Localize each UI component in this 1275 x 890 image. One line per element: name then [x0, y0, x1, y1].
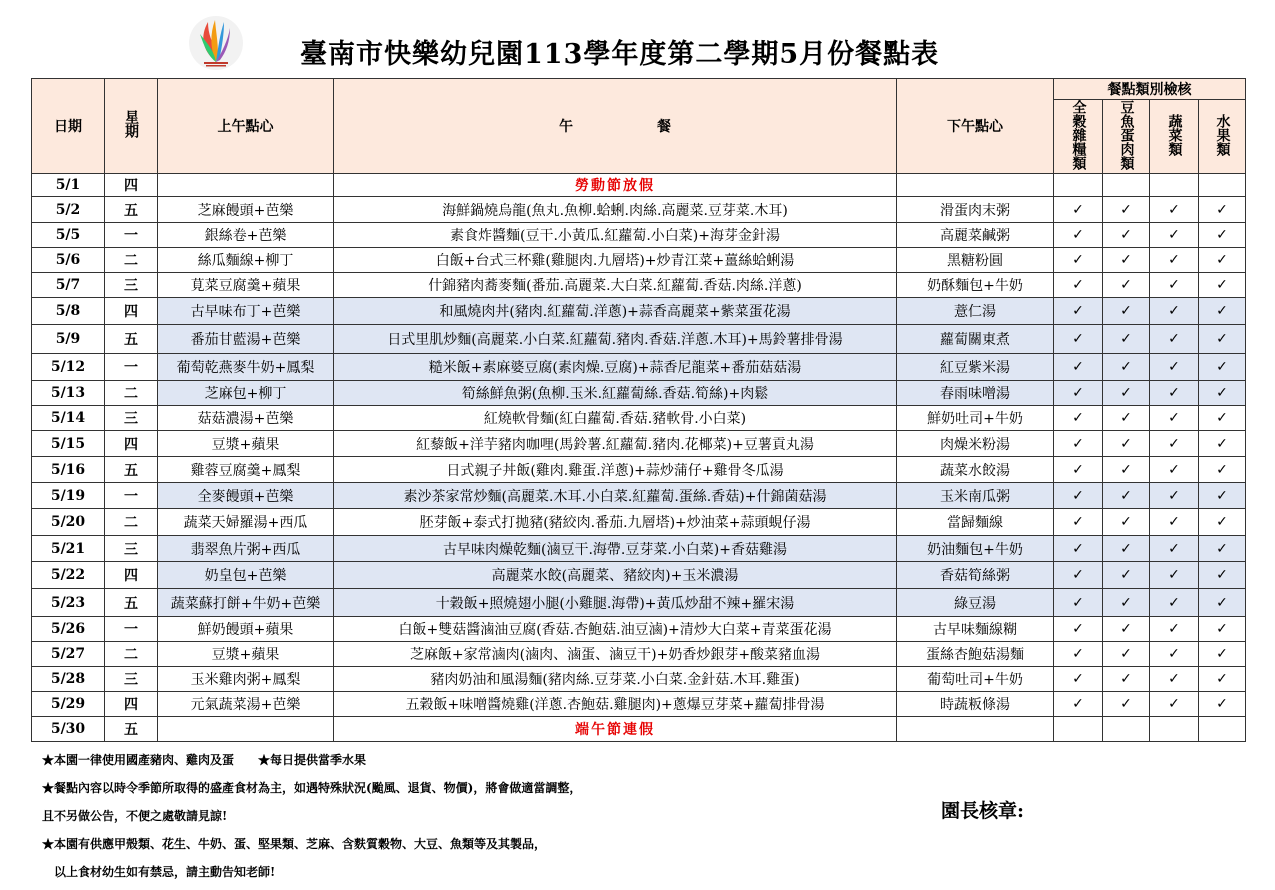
check-mark-icon: ✓ — [1199, 248, 1246, 273]
table-row — [32, 642, 1246, 667]
check-mark-icon: ✓ — [1150, 406, 1199, 431]
check-mark-icon: ✓ — [1199, 223, 1246, 248]
note-line: 且不另做公告，不便之處敬請見諒! — [42, 809, 228, 823]
lunch-cell: 素食炸醬麵(豆干.小黃瓜.紅蘿蔔.小白菜)+海芽金針湯 — [334, 223, 897, 248]
check-mark-icon: ✓ — [1103, 273, 1150, 298]
afternoon-snack-cell — [897, 717, 1054, 742]
check-mark-icon: ✓ — [1103, 617, 1150, 642]
header-check-group: 餐點類別檢核 — [1054, 79, 1246, 100]
lunch-cell: 白飯+雙菇醬滷油豆腐(香菇.杏鮑菇.油豆滷)+清炒大白菜+青菜蛋花湯 — [334, 617, 897, 642]
morning-snack-cell: 元氣蔬菜湯+芭樂 — [158, 692, 334, 717]
meal-table — [31, 78, 1246, 742]
morning-snack-cell: 莧菜豆腐羹+蘋果 — [158, 273, 334, 298]
morning-snack-cell: 葡萄乾燕麥牛奶+鳳梨 — [158, 354, 334, 381]
weekday-cell: 二 — [105, 248, 158, 273]
table-row — [32, 717, 1246, 742]
afternoon-snack-cell: 肉燥米粉湯 — [897, 431, 1054, 457]
check-mark-icon: ✓ — [1103, 642, 1150, 667]
morning-snack-cell: 鮮奶饅頭+蘋果 — [158, 617, 334, 642]
afternoon-snack-cell: 當歸麵線 — [897, 509, 1054, 536]
note-line: 以上食材幼生如有禁忌，請主動告知老師! — [42, 865, 276, 879]
note-line: ★本園一律使用國產豬肉、雞肉及蛋 ★每日提供當季水果 — [42, 753, 367, 767]
date-cell: 5/30 — [32, 717, 105, 742]
check-mark-icon: ✓ — [1199, 406, 1246, 431]
check-mark-icon: ✓ — [1150, 692, 1199, 717]
morning-snack-cell: 全麥饅頭+芭樂 — [158, 483, 334, 509]
check-mark-icon: ✓ — [1054, 617, 1103, 642]
header-grains: 全穀雜糧類 — [1054, 100, 1103, 174]
notes — [42, 750, 581, 890]
check-mark-icon: ✓ — [1103, 431, 1150, 457]
date-cell: 5/16 — [32, 457, 105, 483]
table-row — [32, 298, 1246, 325]
weekday-cell: 四 — [105, 298, 158, 325]
check-mark-icon: ✓ — [1150, 536, 1199, 562]
morning-snack-cell: 奶皇包+芭樂 — [158, 562, 334, 589]
check-mark-icon: ✓ — [1199, 589, 1246, 617]
table-row — [32, 354, 1246, 381]
date-cell: 5/21 — [32, 536, 105, 562]
table-row — [32, 667, 1246, 692]
morning-snack-cell: 蔬菜蘇打餅+牛奶+芭樂 — [158, 589, 334, 617]
check-mark-icon: ✓ — [1199, 667, 1246, 692]
table-row — [32, 509, 1246, 536]
lunch-cell: 高麗菜水餃(高麗菜、豬絞肉)+玉米濃湯 — [334, 562, 897, 589]
check-mark-icon: ✓ — [1054, 483, 1103, 509]
check-mark-icon: ✓ — [1150, 298, 1199, 325]
check-cell — [1150, 174, 1199, 197]
check-mark-icon: ✓ — [1103, 298, 1150, 325]
check-mark-icon: ✓ — [1054, 273, 1103, 298]
date-cell: 5/20 — [32, 509, 105, 536]
check-mark-icon: ✓ — [1199, 483, 1246, 509]
date-cell: 5/27 — [32, 642, 105, 667]
afternoon-snack-cell: 鮮奶吐司+牛奶 — [897, 406, 1054, 431]
check-mark-icon: ✓ — [1054, 457, 1103, 483]
date-cell: 5/15 — [32, 431, 105, 457]
date-cell: 5/7 — [32, 273, 105, 298]
lunch-cell: 胚芽飯+泰式打拋豬(豬絞肉.番茄.九層塔)+炒油菜+蒜頭蜆仔湯 — [334, 509, 897, 536]
table-row — [32, 406, 1246, 431]
table-row — [32, 617, 1246, 642]
check-mark-icon: ✓ — [1199, 642, 1246, 667]
morning-snack-cell: 銀絲卷+芭樂 — [158, 223, 334, 248]
morning-snack-cell — [158, 174, 334, 197]
header-protein: 豆魚蛋肉類 — [1103, 100, 1150, 174]
check-mark-icon: ✓ — [1103, 509, 1150, 536]
morning-snack-cell: 蔬菜天婦羅湯+西瓜 — [158, 509, 334, 536]
morning-snack-cell: 芝麻饅頭+芭樂 — [158, 197, 334, 223]
check-mark-icon: ✓ — [1199, 509, 1246, 536]
weekday-cell: 四 — [105, 562, 158, 589]
weekday-cell: 五 — [105, 717, 158, 742]
header-date: 日期 — [32, 79, 105, 174]
afternoon-snack-cell: 蛋絲杏鮑菇湯麵 — [897, 642, 1054, 667]
check-mark-icon: ✓ — [1103, 381, 1150, 406]
check-mark-icon: ✓ — [1103, 406, 1150, 431]
afternoon-snack-cell: 黑糖粉圓 — [897, 248, 1054, 273]
afternoon-snack-cell — [897, 174, 1054, 197]
table-row — [32, 248, 1246, 273]
header-weekday: 星期 — [105, 79, 158, 174]
afternoon-snack-cell: 奶油麵包+牛奶 — [897, 536, 1054, 562]
check-mark-icon: ✓ — [1054, 509, 1103, 536]
check-mark-icon: ✓ — [1103, 197, 1150, 223]
weekday-cell: 四 — [105, 174, 158, 197]
date-cell: 5/26 — [32, 617, 105, 642]
weekday-cell: 二 — [105, 381, 158, 406]
check-mark-icon: ✓ — [1150, 617, 1199, 642]
table-row — [32, 562, 1246, 589]
lunch-cell: 古早味肉燥乾麵(滷豆干.海帶.豆芽菜.小白菜)+香菇雞湯 — [334, 536, 897, 562]
date-cell: 5/6 — [32, 248, 105, 273]
check-mark-icon: ✓ — [1150, 562, 1199, 589]
check-mark-icon: ✓ — [1150, 589, 1199, 617]
check-mark-icon: ✓ — [1103, 483, 1150, 509]
lunch-cell: 筍絲鮮魚粥(魚柳.玉米.紅蘿蔔絲.香菇.筍絲)+肉鬆 — [334, 381, 897, 406]
morning-snack-cell: 豆漿+蘋果 — [158, 431, 334, 457]
check-cell — [1199, 174, 1246, 197]
table-row — [32, 589, 1246, 617]
morning-snack-cell: 菇菇濃湯+芭樂 — [158, 406, 334, 431]
header-morning: 上午點心 — [158, 79, 334, 174]
check-mark-icon: ✓ — [1150, 381, 1199, 406]
lunch-cell: 芝麻飯+家常滷肉(滷肉、滷蛋、滷豆干)+奶香炒銀芽+酸菜豬血湯 — [334, 642, 897, 667]
table-row — [32, 381, 1246, 406]
check-mark-icon: ✓ — [1054, 536, 1103, 562]
check-mark-icon: ✓ — [1199, 273, 1246, 298]
date-cell: 5/12 — [32, 354, 105, 381]
header-veg: 蔬菜類 — [1150, 100, 1199, 174]
morning-snack-cell: 番茄甘藍湯+芭樂 — [158, 325, 334, 354]
weekday-cell: 二 — [105, 642, 158, 667]
morning-snack-cell: 雞蓉豆腐羹+鳳梨 — [158, 457, 334, 483]
weekday-cell: 一 — [105, 483, 158, 509]
lunch-cell: 白飯+台式三杯雞(雞腿肉.九層塔)+炒青江菜+薑絲蛤蜊湯 — [334, 248, 897, 273]
lunch-cell: 紅藜飯+洋芋豬肉咖哩(馬鈴薯.紅蘿蔔.豬肉.花椰菜)+豆薯貢丸湯 — [334, 431, 897, 457]
lunch-cell: 海鮮鍋燒烏龍(魚丸.魚柳.蛤蜊.肉絲.高麗菜.豆芽菜.木耳) — [334, 197, 897, 223]
lunch-cell: 什錦豬肉蕎麥麵(番茄.高麗菜.大白菜.紅蘿蔔.香菇.肉絲.洋蔥) — [334, 273, 897, 298]
check-mark-icon: ✓ — [1103, 562, 1150, 589]
check-mark-icon: ✓ — [1054, 692, 1103, 717]
check-mark-icon: ✓ — [1103, 692, 1150, 717]
afternoon-snack-cell: 奶酥麵包+牛奶 — [897, 273, 1054, 298]
lunch-cell: 豬肉奶油和風湯麵(豬肉絲.豆芽菜.小白菜.金針菇.木耳.雞蛋) — [334, 667, 897, 692]
morning-snack-cell: 翡翠魚片粥+西瓜 — [158, 536, 334, 562]
school-logo — [188, 14, 244, 72]
note-line: ★本園有供應甲殼類、花生、牛奶、蛋、堅果類、芝麻、含麩質穀物、大豆、魚類等及其製品， — [42, 837, 547, 851]
check-mark-icon: ✓ — [1054, 298, 1103, 325]
check-mark-icon: ✓ — [1199, 298, 1246, 325]
check-mark-icon: ✓ — [1054, 354, 1103, 381]
table-row — [32, 273, 1246, 298]
check-mark-icon: ✓ — [1054, 248, 1103, 273]
check-mark-icon: ✓ — [1054, 223, 1103, 248]
date-cell: 5/19 — [32, 483, 105, 509]
check-mark-icon: ✓ — [1103, 325, 1150, 354]
check-mark-icon: ✓ — [1054, 197, 1103, 223]
check-mark-icon: ✓ — [1150, 273, 1199, 298]
weekday-cell: 一 — [105, 223, 158, 248]
date-cell: 5/14 — [32, 406, 105, 431]
check-mark-icon: ✓ — [1199, 325, 1246, 354]
date-cell: 5/1 — [32, 174, 105, 197]
afternoon-snack-cell: 時蔬粄條湯 — [897, 692, 1054, 717]
check-cell — [1054, 717, 1103, 742]
header-afternoon: 下午點心 — [897, 79, 1054, 174]
check-mark-icon: ✓ — [1150, 667, 1199, 692]
morning-snack-cell — [158, 717, 334, 742]
morning-snack-cell: 古早味布丁+芭樂 — [158, 298, 334, 325]
check-mark-icon: ✓ — [1199, 381, 1246, 406]
afternoon-snack-cell: 春雨味噌湯 — [897, 381, 1054, 406]
afternoon-snack-cell: 玉米南瓜粥 — [897, 483, 1054, 509]
check-mark-icon: ✓ — [1199, 692, 1246, 717]
weekday-cell: 二 — [105, 509, 158, 536]
lunch-cell: 十穀飯+照燒翅小腿(小雞腿.海帶)+黃瓜炒甜不辣+羅宋湯 — [334, 589, 897, 617]
lunch-cell: 糙米飯+素麻婆豆腐(素肉燥.豆腐)+蒜香尼龍菜+番茄菇菇湯 — [334, 354, 897, 381]
date-cell: 5/5 — [32, 223, 105, 248]
holiday-cell: 勞動節放假 — [334, 174, 897, 197]
check-mark-icon: ✓ — [1103, 667, 1150, 692]
weekday-cell: 三 — [105, 406, 158, 431]
lunch-cell: 和風燒肉丼(豬肉.紅蘿蔔.洋蔥)+蒜香高麗菜+紫菜蛋花湯 — [334, 298, 897, 325]
afternoon-snack-cell: 香菇筍絲粥 — [897, 562, 1054, 589]
weekday-cell: 五 — [105, 457, 158, 483]
weekday-cell: 三 — [105, 536, 158, 562]
date-cell: 5/8 — [32, 298, 105, 325]
date-cell: 5/28 — [32, 667, 105, 692]
note-line: ★餐點內容以時令季節所取得的盛產食材為主，如遇特殊狀況(颱風、退貨、物價)，將會做適當調整， — [42, 781, 582, 795]
check-mark-icon: ✓ — [1199, 562, 1246, 589]
check-mark-icon: ✓ — [1054, 589, 1103, 617]
check-mark-icon: ✓ — [1199, 536, 1246, 562]
table-row — [32, 325, 1246, 354]
afternoon-snack-cell: 綠豆湯 — [897, 589, 1054, 617]
weekday-cell: 一 — [105, 617, 158, 642]
header-lunch: 午 餐 — [334, 79, 897, 174]
check-mark-icon: ✓ — [1150, 197, 1199, 223]
weekday-cell: 四 — [105, 431, 158, 457]
table-row — [32, 536, 1246, 562]
check-mark-icon: ✓ — [1103, 457, 1150, 483]
check-mark-icon: ✓ — [1150, 642, 1199, 667]
holiday-cell: 端午節連假 — [334, 717, 897, 742]
check-mark-icon: ✓ — [1150, 325, 1199, 354]
date-cell: 5/9 — [32, 325, 105, 354]
check-mark-icon: ✓ — [1199, 617, 1246, 642]
check-cell — [1150, 717, 1199, 742]
weekday-cell: 三 — [105, 667, 158, 692]
check-mark-icon: ✓ — [1103, 223, 1150, 248]
table-row — [32, 692, 1246, 717]
check-mark-icon: ✓ — [1150, 354, 1199, 381]
date-cell: 5/29 — [32, 692, 105, 717]
lunch-cell: 素沙茶家常炒麵(高麗菜.木耳.小白菜.紅蘿蔔.蛋絲.香菇)+什錦菌菇湯 — [334, 483, 897, 509]
check-mark-icon: ✓ — [1150, 223, 1199, 248]
morning-snack-cell: 絲瓜麵線+柳丁 — [158, 248, 334, 273]
afternoon-snack-cell: 薏仁湯 — [897, 298, 1054, 325]
weekday-cell: 一 — [105, 354, 158, 381]
check-cell — [1054, 174, 1103, 197]
check-mark-icon: ✓ — [1150, 509, 1199, 536]
check-mark-icon: ✓ — [1103, 536, 1150, 562]
check-mark-icon: ✓ — [1199, 431, 1246, 457]
check-mark-icon: ✓ — [1103, 589, 1150, 617]
afternoon-snack-cell: 紅豆紫米湯 — [897, 354, 1054, 381]
afternoon-snack-cell: 蘿蔔關東煮 — [897, 325, 1054, 354]
afternoon-snack-cell: 葡萄吐司+牛奶 — [897, 667, 1054, 692]
weekday-cell: 三 — [105, 273, 158, 298]
afternoon-snack-cell: 古早味麵線糊 — [897, 617, 1054, 642]
table-row — [32, 174, 1246, 197]
check-mark-icon: ✓ — [1054, 642, 1103, 667]
check-cell — [1103, 174, 1150, 197]
date-cell: 5/23 — [32, 589, 105, 617]
header-fruit: 水果類 — [1199, 100, 1246, 174]
check-mark-icon: ✓ — [1150, 431, 1199, 457]
weekday-cell: 五 — [105, 325, 158, 354]
check-mark-icon: ✓ — [1199, 354, 1246, 381]
afternoon-snack-cell: 滑蛋肉末粥 — [897, 197, 1054, 223]
morning-snack-cell: 豆漿+蘋果 — [158, 642, 334, 667]
table-row — [32, 223, 1246, 248]
date-cell: 5/13 — [32, 381, 105, 406]
weekday-cell: 五 — [105, 589, 158, 617]
weekday-cell: 五 — [105, 197, 158, 223]
check-mark-icon: ✓ — [1054, 325, 1103, 354]
check-mark-icon: ✓ — [1150, 248, 1199, 273]
weekday-cell: 四 — [105, 692, 158, 717]
check-mark-icon: ✓ — [1054, 406, 1103, 431]
check-mark-icon: ✓ — [1054, 431, 1103, 457]
check-mark-icon: ✓ — [1150, 457, 1199, 483]
afternoon-snack-cell: 蔬菜水餃湯 — [897, 457, 1054, 483]
lunch-cell: 紅燒軟骨麵(紅白蘿蔔.香菇.豬軟骨.小白菜) — [334, 406, 897, 431]
date-cell: 5/2 — [32, 197, 105, 223]
check-cell — [1103, 717, 1150, 742]
date-cell: 5/22 — [32, 562, 105, 589]
lunch-cell: 日式親子丼飯(雞肉.雞蛋.洋蔥)+蒜炒蒲仔+雞骨冬瓜湯 — [334, 457, 897, 483]
morning-snack-cell: 玉米雞肉粥+鳳梨 — [158, 667, 334, 692]
check-mark-icon: ✓ — [1103, 248, 1150, 273]
table-row — [32, 431, 1246, 457]
check-mark-icon: ✓ — [1054, 667, 1103, 692]
table-row — [32, 483, 1246, 509]
lunch-cell: 五穀飯+味噌醬燒雞(洋蔥.杏鮑菇.雞腿肉)+蔥爆豆芽菜+蘿蔔排骨湯 — [334, 692, 897, 717]
lunch-cell: 日式里肌炒麵(高麗菜.小白菜.紅蘿蔔.豬肉.香菇.洋蔥.木耳)+馬鈴薯排骨湯 — [334, 325, 897, 354]
table-row — [32, 197, 1246, 223]
principal-signature-label: 園長核章: — [941, 800, 1025, 822]
check-mark-icon: ✓ — [1054, 562, 1103, 589]
check-mark-icon: ✓ — [1054, 381, 1103, 406]
check-mark-icon: ✓ — [1199, 457, 1246, 483]
table-row — [32, 457, 1246, 483]
check-mark-icon: ✓ — [1199, 197, 1246, 223]
page-title: 臺南市快樂幼兒園113學年度第二學期5月份餐點表 — [300, 39, 940, 70]
check-mark-icon: ✓ — [1150, 483, 1199, 509]
morning-snack-cell: 芝麻包+柳丁 — [158, 381, 334, 406]
check-mark-icon: ✓ — [1103, 354, 1150, 381]
afternoon-snack-cell: 高麗菜鹹粥 — [897, 223, 1054, 248]
check-cell — [1199, 717, 1246, 742]
